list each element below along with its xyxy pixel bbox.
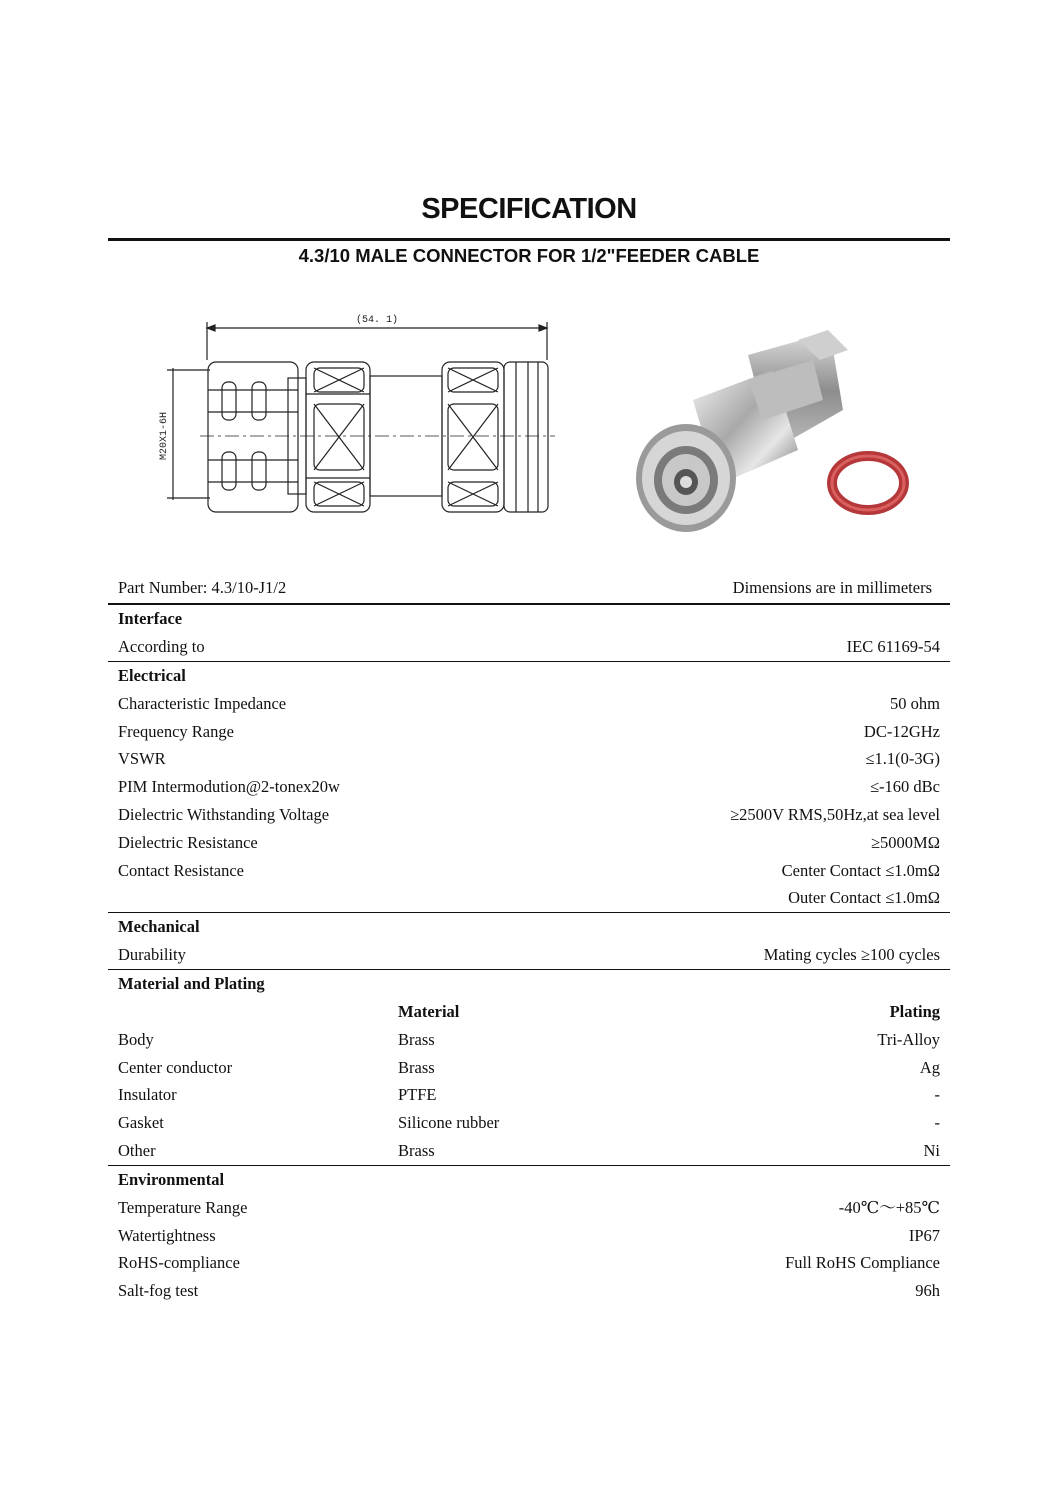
spec-value: ≥2500V RMS,50Hz,at sea level [730, 804, 940, 824]
plating-value: - [934, 1113, 940, 1133]
material-header-row [108, 998, 950, 1026]
spec-value: 96h [915, 1281, 940, 1301]
spec-row [108, 941, 950, 970]
material-row [108, 1109, 950, 1137]
spec-label: VSWR [118, 749, 166, 769]
spec-label: Contact Resistance [118, 860, 245, 880]
spec-header-row [108, 573, 950, 605]
material-column-header: Material [398, 1001, 460, 1021]
spec-row [108, 857, 950, 885]
spec-value: Center Contact ≤1.0mΩ [781, 860, 940, 880]
spec-label: PIM Intermodution@2-tonex20w [118, 777, 340, 797]
spec-value: ≤1.1(0-3G) [865, 749, 940, 769]
spec-value: Outer Contact ≤1.0mΩ [788, 888, 940, 908]
material-value: Brass [398, 1029, 435, 1049]
gasket-ring-image [832, 456, 904, 510]
plating-value: Tri-Alloy [877, 1029, 940, 1049]
connector-body-image [636, 330, 848, 532]
length-dimension-label: (54. 1) [355, 315, 399, 326]
spec-row [108, 884, 950, 913]
spec-value: ≥5000MΩ [871, 832, 940, 852]
spec-label [118, 884, 788, 912]
specification-table [108, 573, 950, 1305]
spec-label: According to [118, 637, 205, 656]
title-divider [108, 238, 950, 241]
spec-row [108, 633, 950, 662]
spec-label: Characteristic Impedance [118, 693, 287, 713]
material-value: Brass [398, 1057, 435, 1077]
spec-row [108, 1222, 950, 1250]
thread-dimension-label: M20X1-6H [159, 411, 170, 460]
part-label: Center conductor [118, 1057, 233, 1077]
material-row [108, 1137, 950, 1166]
spec-row [108, 1194, 950, 1222]
spec-value: Mating cycles ≥100 cycles [763, 945, 940, 965]
plating-column-header: Plating [889, 1001, 940, 1021]
section-title-environmental: Environmental [118, 1169, 225, 1189]
part-label: Body [118, 1029, 154, 1049]
spec-value: Full RoHS Compliance [785, 1253, 940, 1273]
spec-row [108, 773, 950, 801]
connector-product-photo [598, 300, 938, 558]
spec-label: Temperature Range [118, 1197, 248, 1217]
plating-value: Ag [919, 1057, 940, 1077]
spec-label: Frequency Range [118, 721, 234, 741]
material-row [108, 1081, 950, 1109]
spec-value: -40℃～+85℃ [838, 1197, 940, 1217]
spec-label: Watertightness [118, 1225, 216, 1245]
part-label: Insulator [118, 1085, 177, 1105]
section-title-mechanical: Mechanical [118, 917, 200, 937]
spec-label: Durability [118, 945, 186, 965]
spec-label: Dielectric Withstanding Voltage [118, 804, 330, 824]
material-row [108, 1054, 950, 1082]
spec-row [108, 801, 950, 829]
page-title: SPECIFICATION [421, 193, 637, 225]
spec-value: IEC 61169-54 [846, 637, 940, 656]
part-label: Other [118, 1140, 156, 1160]
spec-row [108, 829, 950, 857]
page-subtitle: 4.3/10 MALE CONNECTOR FOR 1/2"FEEDER CABLE [298, 245, 760, 266]
spec-row [108, 1249, 950, 1277]
spec-row [108, 690, 950, 718]
section-title-interface: Interface [118, 609, 183, 628]
plating-value: Ni [923, 1140, 940, 1160]
part-label: Gasket [118, 1113, 164, 1133]
part-number: Part Number: 4.3/10-J1/2 [118, 578, 287, 597]
spec-value: 50 ohm [890, 693, 940, 713]
spec-label: Salt-fog test [118, 1281, 199, 1301]
spec-row [108, 1277, 950, 1305]
dimensions-note: Dimensions are in millimeters [732, 578, 932, 597]
section-title-electrical: Electrical [118, 665, 186, 685]
spec-value: DC-12GHz [863, 721, 940, 741]
material-value: Silicone rubber [398, 1113, 500, 1133]
section-title-material-plating: Material and Plating [118, 973, 265, 993]
spec-label: Dielectric Resistance [118, 832, 258, 852]
material-value: Brass [398, 1140, 435, 1160]
material-value: PTFE [398, 1085, 437, 1105]
plating-value: - [934, 1085, 940, 1105]
material-row [108, 1026, 950, 1054]
connector-technical-drawing [150, 300, 560, 530]
spec-label: RoHS-compliance [118, 1253, 240, 1273]
spec-row [108, 745, 950, 773]
spec-value: IP67 [908, 1225, 940, 1245]
spec-value: ≤-160 dBc [869, 777, 940, 797]
spec-row [108, 718, 950, 746]
